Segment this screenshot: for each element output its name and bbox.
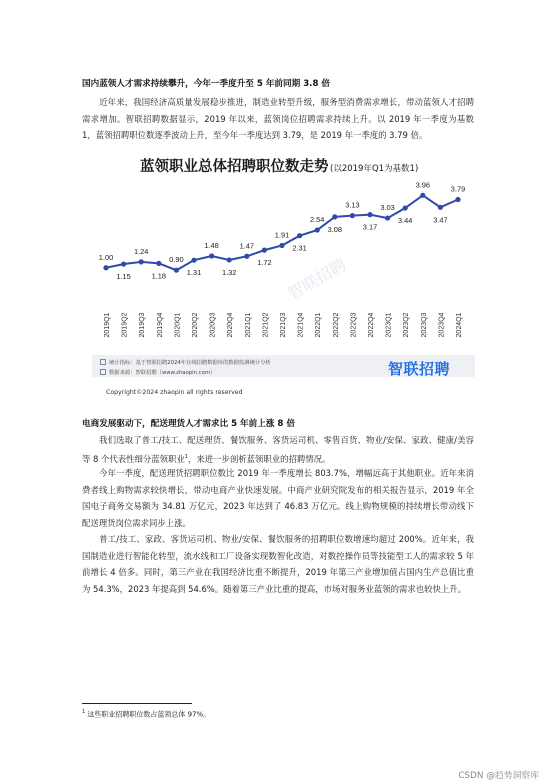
data-point bbox=[279, 243, 284, 248]
data-label: 3.08 bbox=[327, 224, 342, 234]
section2-paragraph3 bbox=[82, 531, 474, 597]
chart-copyright: Copyright©2024 zhaopin all rights reserved bbox=[106, 389, 243, 396]
data-label: 3.13 bbox=[345, 200, 360, 210]
x-tick-label: 2020Q3 bbox=[209, 312, 217, 338]
x-tick-label: 2023Q1 bbox=[385, 312, 393, 338]
data-label: 3.96 bbox=[415, 180, 430, 190]
data-label: 1.91 bbox=[274, 230, 290, 240]
footnote-mark: 1 bbox=[82, 709, 86, 715]
csdn-watermark: CSDN @趋势洞察库 bbox=[458, 771, 539, 781]
recruitment-trend-chart bbox=[82, 152, 474, 352]
data-point bbox=[438, 205, 443, 210]
data-point bbox=[244, 254, 249, 259]
data-label: 1.47 bbox=[239, 241, 254, 251]
x-tick-label: 2022Q3 bbox=[350, 312, 358, 338]
data-label: 1.48 bbox=[204, 241, 219, 251]
data-point bbox=[350, 213, 355, 218]
x-tick-label: 2023Q3 bbox=[420, 312, 428, 338]
x-tick-label: 2023Q2 bbox=[403, 312, 411, 338]
section2-paragraph2-text: 今年一季度，配送理货招聘职位数比 2019 年一季度增长 803.7%，增幅远高于其他职业。近年来消费者线上购物需求较快增长，带动电商产业快速发展。中商产业研究院发布的相关报告显示，2019 年全国电子商务交易额为 34.81 万亿元，2023 年达到了 46.83 万亿元。线上购物规模的持续增长带动线下配送理货岗位需求同步上涨。 bbox=[82, 468, 474, 528]
source-line2-text: 数据来源：智联招聘（www.zhaopin.com） bbox=[109, 370, 216, 376]
x-tick-label: 2020Q1 bbox=[174, 312, 182, 338]
data-point bbox=[121, 261, 126, 266]
section1-heading: 国内蓝领人才需求持续攀升，今年一季度升至 5 年前同期 3.8 倍 bbox=[82, 79, 331, 89]
x-tick-label: 2019Q4 bbox=[156, 312, 164, 338]
x-tick-label: 2024Q1 bbox=[456, 312, 463, 338]
data-point bbox=[174, 268, 179, 273]
data-label: 1.15 bbox=[116, 272, 131, 282]
source-line1-text: 统计指标：基于智联招聘2024年在线招聘数据库的数据监测统计分析 bbox=[109, 360, 271, 366]
x-tick-label: 2022Q4 bbox=[368, 312, 375, 338]
chart-source-line1 bbox=[100, 358, 271, 366]
data-point bbox=[191, 258, 196, 263]
data-point bbox=[297, 233, 302, 238]
data-label: 0.90 bbox=[169, 255, 184, 265]
footnote-ref: 1 bbox=[184, 453, 188, 460]
x-tick-label: 2021Q1 bbox=[244, 312, 252, 338]
x-tick-label: 2021Q3 bbox=[280, 312, 287, 338]
data-label: 3.79 bbox=[450, 184, 466, 194]
data-point bbox=[367, 212, 372, 217]
stat-icon bbox=[100, 359, 106, 365]
data-point bbox=[156, 261, 161, 266]
section1-paragraph bbox=[82, 94, 474, 144]
data-point bbox=[403, 205, 408, 210]
x-tick-label: 2022Q1 bbox=[315, 312, 323, 338]
data-label: 3.17 bbox=[362, 222, 378, 232]
x-tick-label: 2020Q2 bbox=[192, 312, 199, 338]
x-tick-label: 2021Q4 bbox=[297, 312, 305, 338]
data-point bbox=[385, 215, 390, 220]
chart-title: 蓝领职业总体招聘职位数走势 bbox=[140, 159, 329, 175]
data-label: 1.32 bbox=[222, 267, 237, 277]
data-label: 2.31 bbox=[292, 243, 307, 253]
x-tick-label: 2019Q1 bbox=[104, 312, 111, 338]
data-point bbox=[262, 248, 267, 253]
data-point bbox=[227, 257, 232, 262]
x-tick-label: 2021Q2 bbox=[262, 312, 270, 338]
data-label: 3.03 bbox=[380, 203, 395, 213]
data-point bbox=[103, 265, 108, 270]
data-label: 1.72 bbox=[257, 258, 272, 268]
zhaopin-logo: 智联招聘 bbox=[388, 360, 451, 378]
chart-x-ticks bbox=[104, 312, 463, 337]
x-tick-label: 2019Q2 bbox=[121, 312, 129, 338]
chart-subtitle: (以2019年Q1为基数1) bbox=[330, 164, 419, 174]
data-point bbox=[420, 193, 425, 198]
data-point bbox=[332, 214, 337, 219]
chart-source-line2 bbox=[100, 368, 215, 376]
data-point bbox=[209, 253, 214, 258]
data-point bbox=[139, 259, 144, 264]
section1-paragraph-text: 近年来，我国经济高质量发展稳步推进，制造业转型升级，服务型消费需求增长，带动蓝领人才招聘需求增加。智联招聘数据显示，2019 年以来，蓝领岗位招聘需求持续上升。以 2019 年一季度为基数 1，蓝领招聘职位数逐季波动上升，至今年一季度达到 3.79，是 2019 年一季度的 3.79 倍。 bbox=[82, 97, 474, 141]
section2-heading: 电商发展驱动下，配送理货人才需求比 5 年前上涨 8 倍 bbox=[82, 419, 295, 429]
data-point bbox=[315, 227, 320, 232]
chart-data-labels bbox=[99, 180, 465, 281]
data-point bbox=[455, 197, 460, 202]
footnote-divider bbox=[82, 703, 192, 704]
data-label: 3.44 bbox=[398, 216, 413, 226]
footnote-text: 这些职业招聘职位数占蓝领总体 97%。 bbox=[87, 710, 211, 719]
x-tick-label: 2023Q4 bbox=[438, 312, 446, 338]
data-label: 1.00 bbox=[98, 252, 114, 262]
data-label: 2.54 bbox=[310, 215, 325, 225]
data-label: 1.24 bbox=[134, 246, 149, 256]
data-label: 1.18 bbox=[151, 271, 166, 281]
x-tick-label: 2020Q4 bbox=[227, 312, 235, 338]
section2-paragraph3-text: 普工/技工、家政、客货运司机、物业/安保、餐饮服务的招聘职位数增速均超过 200%。近年来，我国制造业进行智能化转型，流水线和工厂设备实现数智化改造，对数控操作员等技能型工人的需求较 5 年前增长 4 倍多。同时，第三产业在我国经济比重不断提升，2019 年第三产业增加值占国内生产总值比重为 54.3%，2023 年提高到 54.6%。随着第三产业比重的提高，市场对服务业蓝领的需求也较快上升。 bbox=[82, 534, 474, 594]
section2-paragraph1 bbox=[82, 432, 474, 467]
section2-paragraph1-text: 我们选取了普工/技工、配送理货、餐饮服务、客货运司机、零售百货、物业/安保、家政、健康/美容等 8 个代表性细分蓝领职业 bbox=[82, 435, 474, 464]
x-tick-label: 2019Q3 bbox=[139, 312, 147, 338]
chart-watermark: 智联招聘 bbox=[284, 255, 350, 304]
source-icon bbox=[100, 369, 106, 375]
footnote bbox=[82, 709, 210, 719]
section2-paragraph2 bbox=[82, 465, 474, 531]
section2-paragraph1-tail: ，来进一步剖析蓝领职业的招聘情况。 bbox=[187, 453, 331, 464]
data-label: 3.47 bbox=[433, 215, 448, 225]
x-tick-label: 2022Q2 bbox=[332, 312, 340, 338]
data-label: 1.31 bbox=[186, 268, 202, 278]
